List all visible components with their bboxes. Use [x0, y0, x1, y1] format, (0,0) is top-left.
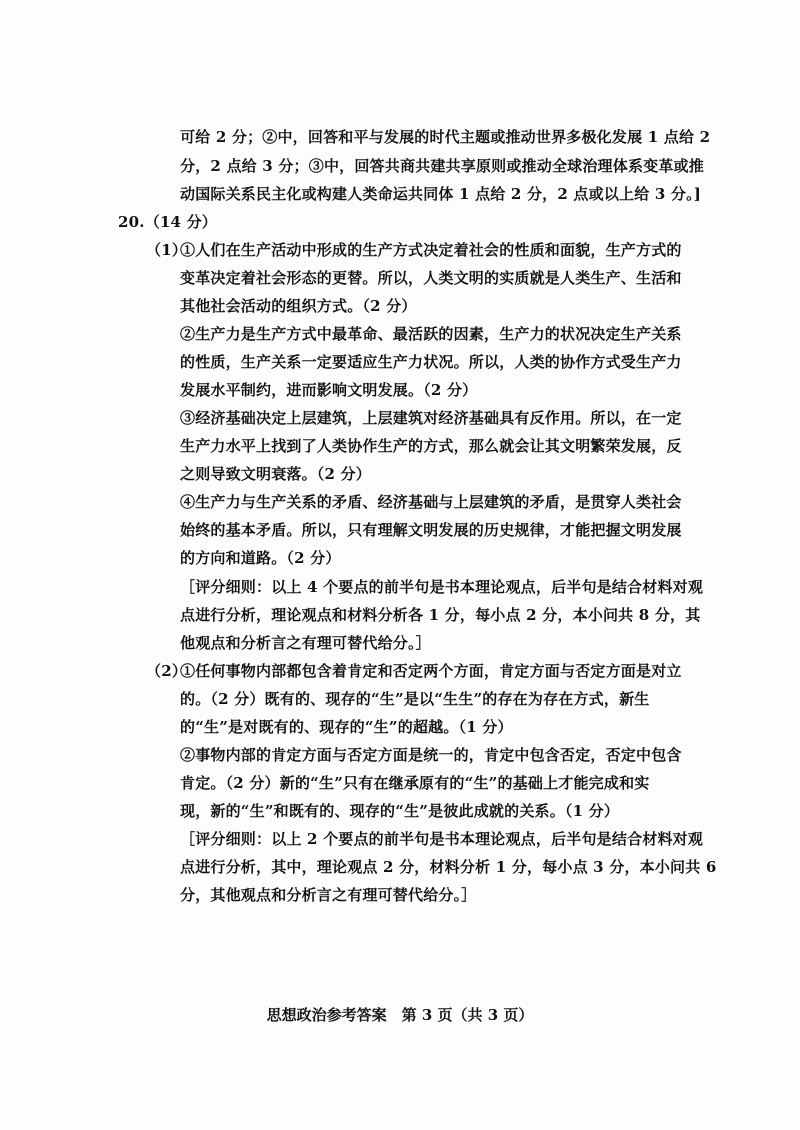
part2-line: 的“生”是对既有的、现存的“生”的超越。（1 分） — [180, 718, 513, 736]
intro-line: 动国际关系民主化或构建人类命运共同体 1 点给 2 分，2 点或以上给 3 分。] — [180, 185, 702, 203]
part2-line: 分，其他观点和分析言之有理可替代给分。］ — [180, 886, 477, 904]
part1-line: 的方向和道路。（2 分） — [180, 549, 341, 567]
part1-line: 始终的基本矛盾。所以，只有理解文明发展的历史规律，才能把握文明发展 — [180, 521, 682, 539]
part1-line: 的性质，生产关系一定要适应生产力状况。所以，人类的协作方式受生产力 — [180, 353, 682, 371]
part1-line: ［评分细则：以上 4 个要点的前半句是书本理论观点，后半句是结合材料对观 — [180, 578, 704, 596]
part2-line: ［评分细则：以上 2 个要点的前半句是书本理论观点，后半句是结合材料对观 — [180, 830, 704, 848]
part1-line: 变革决定着社会形态的更替。所以，人类文明的实质就是人类生产、生活和 — [180, 269, 682, 287]
part1-line: 他观点和分析言之有理可替代给分。］ — [180, 634, 431, 652]
part2-line: 点进行分析，其中，理论观点 2 分，材料分析 1 分，每小点 3 分，本小问共 6 — [180, 858, 717, 876]
intro-line: 可给 2 分；②中，回答和平与发展的时代主题或推动世界多极化发展 1 点给 2 — [180, 128, 711, 146]
page-footer: 思想政治参考答案 第 3 页（共 3 页） — [266, 1006, 534, 1024]
part1-line: 生产力水平上找到了人类协作生产的方式，那么就会让其文明繁荣发展，反 — [180, 437, 682, 455]
intro-line: 分，2 点给 3 分；③中，回答共商共建共享原则或推动全球治理体系变革或推 — [180, 157, 704, 175]
part2-label: （2） — [146, 662, 188, 680]
part1-line: ②生产力是生产方式中最革命、最活跃的因素，生产力的状况决定生产关系 — [180, 325, 682, 343]
part1-line: 其他社会活动的组织方式。（2 分） — [180, 297, 417, 315]
part2-line: ②事物内部的肯定方面与否定方面是统一的，肯定中包含否定，否定中包含 — [180, 746, 682, 764]
part1-line: ①人们在生产活动中形成的生产方式决定着社会的性质和面貌，生产方式的 — [180, 241, 682, 259]
part1-line: ④生产力与生产关系的矛盾、经济基础与上层建筑的矛盾，是贯穿人类社会 — [180, 493, 682, 511]
part1-line: 发展水平制约，进而影响文明发展。（2 分） — [180, 381, 478, 399]
part1-label: （1） — [146, 241, 188, 259]
part2-line: 现，新的“生”和既有的、现存的“生”是彼此成就的关系。（1 分） — [180, 802, 620, 820]
part2-line: 的。（2 分）既有的、现存的“生”是以“生生”的存在为存在方式，新生 — [180, 690, 650, 708]
part1-line: 之则导致文明衰落。（2 分） — [180, 465, 371, 483]
part2-line: 肯定。（2 分）新的“生”只有在继承原有的“生”的基础上才能完成和实 — [180, 774, 650, 792]
part2-line: ①任何事物内部都包含着肯定和否定两个方面，肯定方面与否定方面是对立 — [180, 662, 682, 680]
part1-line: 点进行分析，理论观点和材料分析各 1 分，每小点 2 分，本小问共 8 分，其 — [180, 606, 701, 624]
part1-line: ③经济基础决定上层建筑，上层建筑对经济基础具有反作用。所以，在一定 — [180, 409, 682, 427]
question-header: 20.（14 分） — [118, 213, 217, 231]
